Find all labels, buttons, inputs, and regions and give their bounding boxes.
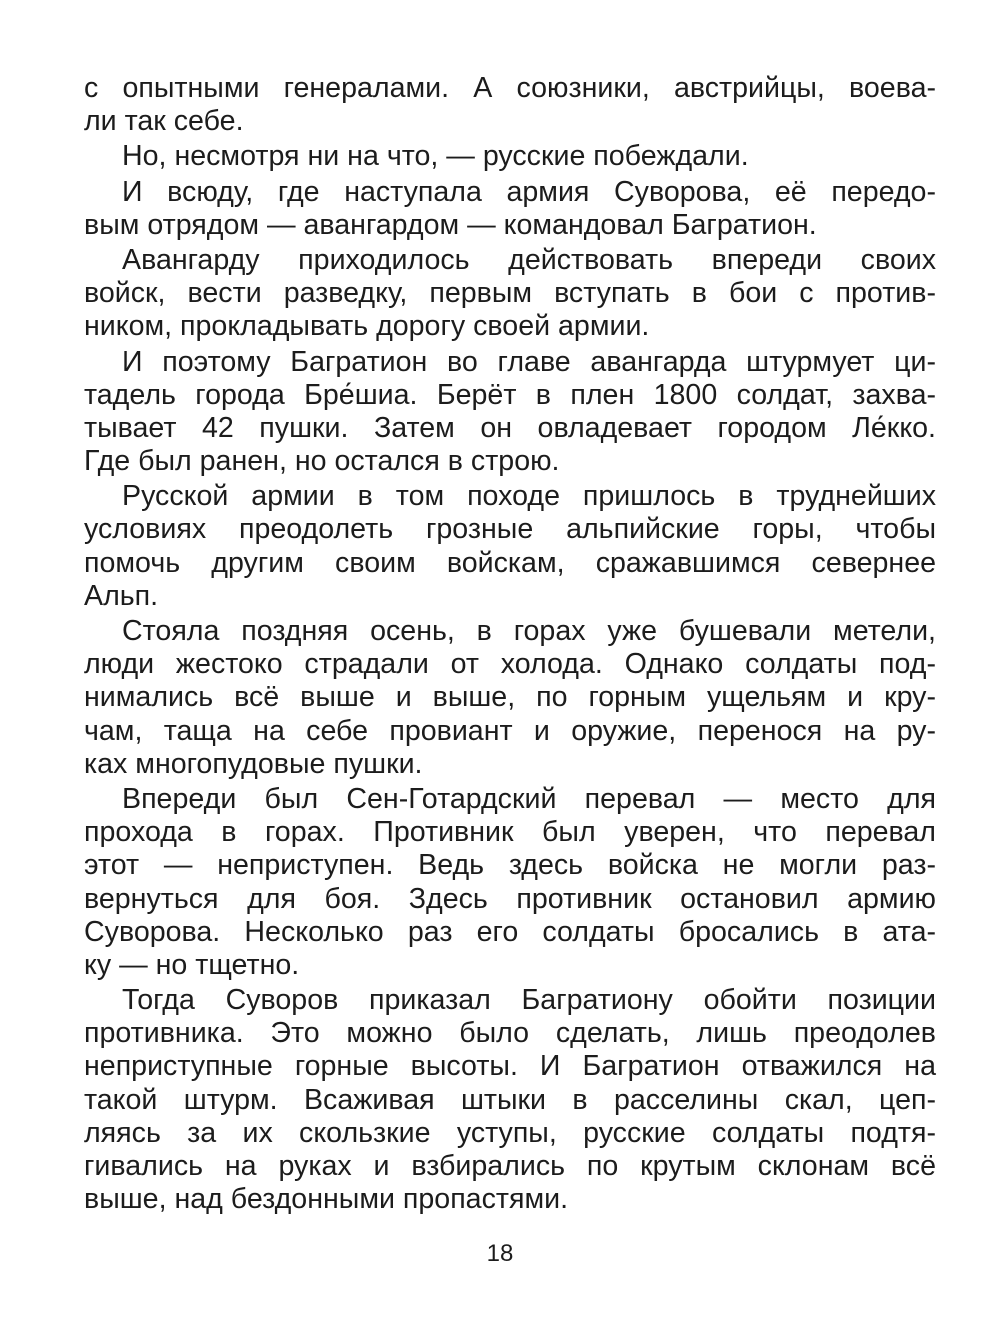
- paragraph: [84, 72, 936, 138]
- paragraph: [84, 783, 936, 982]
- text-line: люди жестоко страдали от холода. Однако солдаты под-: [84, 648, 936, 681]
- text-line: вернуться для боя. Здесь противник остановил армию: [84, 882, 936, 915]
- paragraph: [84, 480, 936, 613]
- text-line: Тогда Суворов приказал Багратиону обойти позиции: [122, 984, 936, 1017]
- text-line: помочь другим своим войскам, сражавшимся севернее: [84, 546, 936, 579]
- text-line: ках многопудовые пушки.: [84, 747, 423, 780]
- text-line: условиях преодолеть грозные альпийские горы, чтобы: [84, 513, 936, 546]
- text-line: Но, несмотря ни на что, — русские побеждали.: [122, 140, 749, 173]
- text-line: выше, над бездонными пропастями.: [84, 1183, 569, 1216]
- text-line: ли так себе.: [84, 105, 244, 138]
- page-number: 18: [486, 1240, 514, 1267]
- text-line: Альп.: [84, 579, 159, 612]
- text-line: чам, таща на себе провиант и оружие, перенося на ру-: [84, 714, 936, 747]
- text-line: ку — но тщетно.: [84, 948, 300, 981]
- text-line: тывает 42 пушки. Затем он овладевает городом Ле́кко.: [84, 411, 936, 444]
- text-line: Стояла поздняя осень, в горах уже бушевали метели,: [122, 615, 936, 647]
- text-line: И поэтому Багратион во главе авангарда штурмует ци-: [122, 345, 936, 378]
- text-line: Русской армии в том походе пришлось в труднейших: [122, 480, 936, 513]
- paragraph: [84, 244, 936, 344]
- text-line: тадель города Бре́шиа. Берёт в плен 1800 солдат, захва-: [84, 378, 936, 411]
- text-line: неприступные горные высоты. И Багратион отважился на: [84, 1050, 936, 1083]
- text-line: прохода в горах. Противник был уверен, что перевал: [84, 816, 936, 849]
- text-line: с опытными генералами. А союзники, австрийцы, воева-: [84, 72, 936, 104]
- text-line: этот — неприступен. Ведь здесь войска не могли раз-: [84, 849, 936, 882]
- text-line: ником, прокладывать дорогу своей армии.: [84, 310, 650, 343]
- paragraph: [84, 984, 936, 1216]
- paragraph: [84, 615, 936, 781]
- page-body: [84, 72, 936, 1216]
- text-line: И всюду, где наступала армия Суворова, её передо-: [122, 175, 936, 208]
- text-line: гивались на руках и взбирались по крутым склонам всё: [84, 1150, 936, 1182]
- text-line: войск, вести разведку, первым вступать в бои с против-: [84, 277, 936, 310]
- text-line: Суворова. Несколько раз его солдаты бросались в ата-: [84, 915, 936, 948]
- text-line: Где был ранен, но остался в строю.: [84, 445, 560, 478]
- text-line: вым отрядом — авангардом — командовал Багратион.: [84, 208, 817, 241]
- text-line: Авангарду приходилось действовать впереди своих: [122, 243, 936, 276]
- text-line: нимались всё выше и выше, по горным ущельям и кру-: [84, 681, 936, 714]
- text-line: такой штурм. Всаживая штыки в расселины скал, цеп-: [84, 1083, 936, 1116]
- paragraph: [84, 346, 936, 479]
- paragraph: [84, 176, 936, 242]
- text-line: противника. Это можно было сделать, лишь преодолев: [84, 1017, 936, 1050]
- text-line: ляясь за их скользкие уступы, русские солдаты подтя-: [84, 1116, 936, 1149]
- paragraph: [84, 140, 936, 173]
- text-line: Впереди был Сен-Готардский перевал — место для: [122, 782, 936, 815]
